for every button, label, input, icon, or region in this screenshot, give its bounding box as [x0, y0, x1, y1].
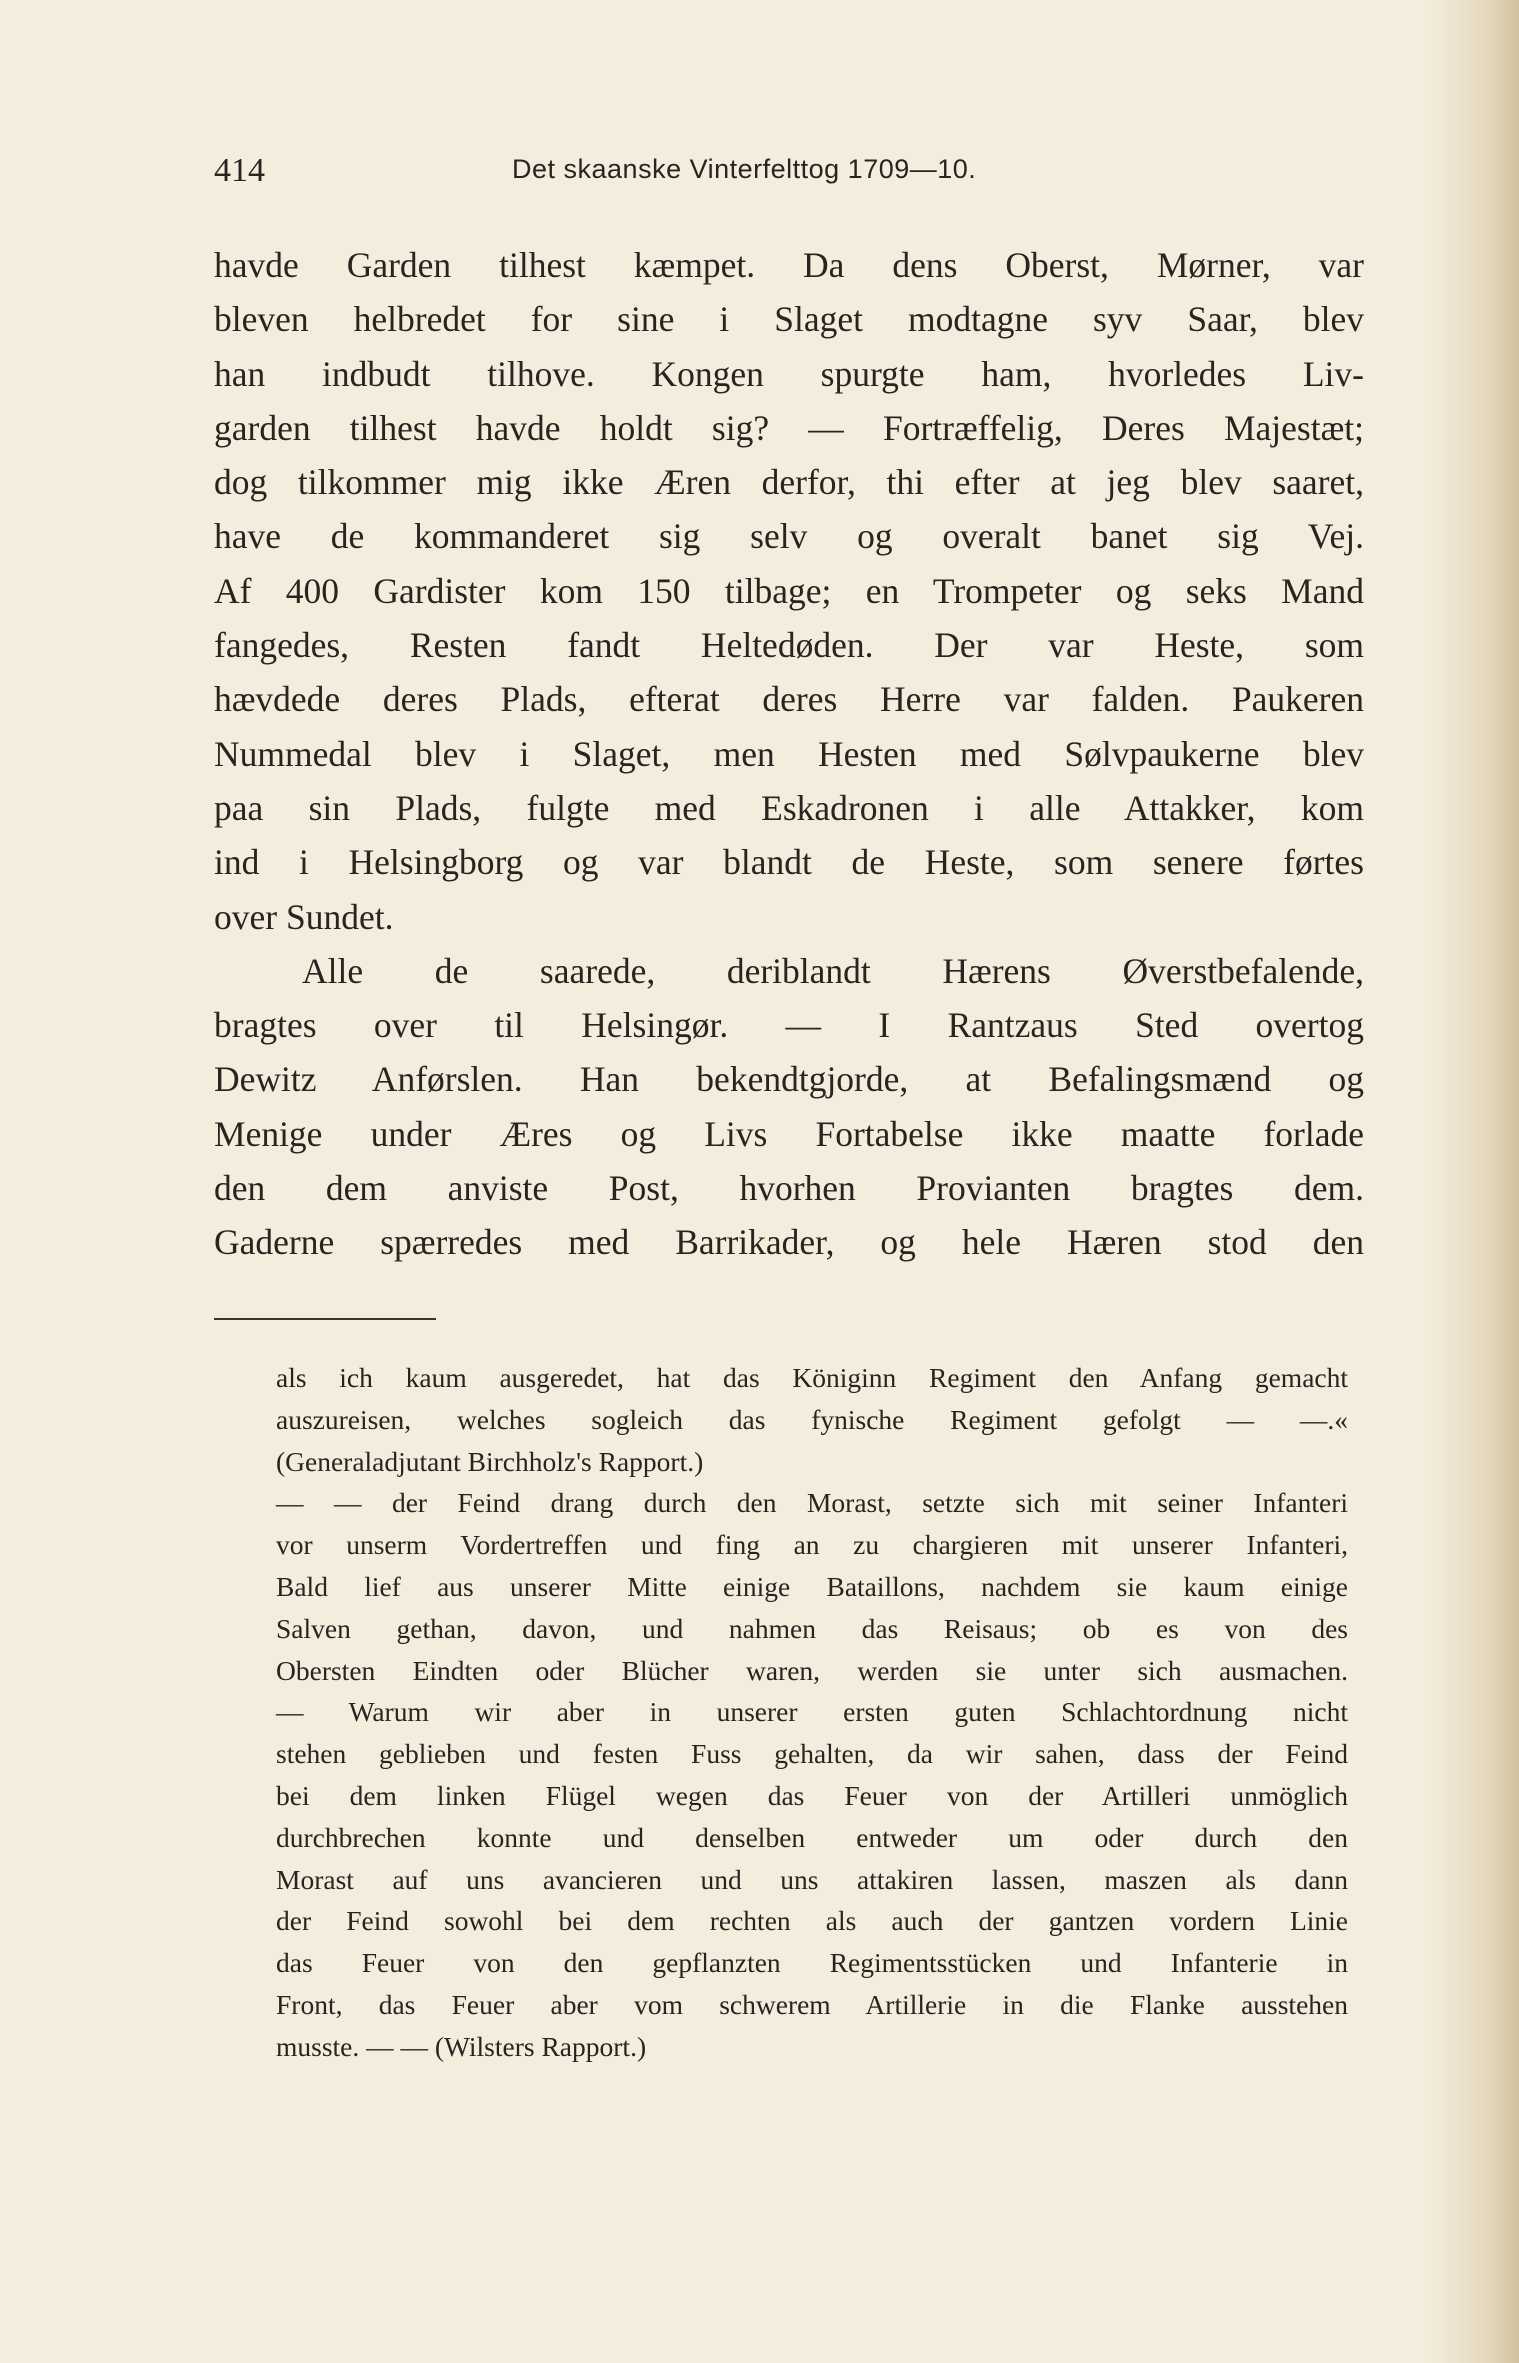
- footnote-separator: [214, 1318, 436, 1320]
- body-line: hævdede deres Plads, efterat deres Herre var falden. Paukeren: [214, 679, 1364, 720]
- body-line: Af 400 Gardister kom 150 tilbage; en Trompeter og seks Mand: [214, 570, 1364, 611]
- body-line: dog tilkommer mig ikke Æren derfor, thi efter at jeg blev saaret,: [214, 462, 1364, 503]
- body-line: fangedes, Resten fandt Heltedøden. Der var Heste, som: [214, 625, 1364, 666]
- body-line: havde Garden tilhest kæmpet. Da dens Oberst, Mørner, var: [214, 245, 1364, 285]
- body-line: han indbudt tilhove. Kongen spurgte ham, hvorledes Liv-: [214, 353, 1364, 394]
- footnote-line: Bald lief aus unserer Mitte einige Bataillons, nachdem sie kaum einige: [276, 1570, 1348, 1602]
- page-header: [214, 148, 1094, 198]
- body-text: [214, 238, 1364, 1270]
- body-line: ind i Helsingborg og var blandt de Heste, som senere førtes: [214, 842, 1364, 883]
- footnote-line: das Feuer von den gepflanzten Regimentsstücken und Infanterie in: [276, 1947, 1348, 1979]
- footnote-line: stehen geblieben und festen Fuss gehalten, da wir sahen, dass der Feind: [276, 1738, 1348, 1770]
- body-line: have de kommanderet sig selv og overalt banet sig Vej.: [214, 516, 1364, 557]
- footnote-line: durchbrechen konnte und denselben entweder um oder durch den: [276, 1821, 1348, 1853]
- footnote-line: Front, das Feuer aber vom schwerem Artillerie in die Flanke ausstehen: [276, 1988, 1348, 2020]
- body-line: Nummedal blev i Slaget, men Hesten med Sølvpaukerne blev: [214, 733, 1364, 774]
- footnote-line: — Warum wir aber in unserer ersten guten Schlachtordnung nicht: [276, 1696, 1348, 1728]
- body-line: den dem anviste Post, hvorhen Provianten bragtes dem.: [214, 1168, 1364, 1209]
- page-number: 414: [214, 152, 265, 189]
- page-edge-shadow: [1429, 0, 1519, 2363]
- footnote-line: auszureisen, welches sogleich das fynische Regiment gefolgt — —.«: [276, 1403, 1348, 1435]
- footnote: [276, 1357, 1348, 2068]
- body-line: paa sin Plads, fulgte med Eskadronen i alle Attakker, kom: [214, 787, 1364, 828]
- footnote-line: vor unserm Vordertreffen und fing an zu chargieren mit unserer Infanteri,: [276, 1529, 1348, 1561]
- footnote-line: Salven gethan, davon, und nahmen das Reisaus; ob es von des: [276, 1612, 1348, 1644]
- body-line: Gaderne spærredes med Barrikader, og hele Hæren stod den: [214, 1222, 1364, 1263]
- running-head: Det skaanske Vinterfelttog 1709—10.: [512, 154, 977, 184]
- footnote-line: musste. — — (Wilsters Rapport.): [276, 2030, 647, 2062]
- body-line: bragtes over til Helsingør. — I Rantzaus Sted overtog: [214, 1005, 1364, 1046]
- body-line: Menige under Æres og Livs Fortabelse ikke maatte forlade: [214, 1113, 1364, 1154]
- footnote-line: bei dem linken Flügel wegen das Feuer von der Artilleri unmöglich: [276, 1779, 1348, 1811]
- footnote-line: Morast auf uns avancieren und uns attakiren lassen, maszen als dann: [276, 1863, 1348, 1895]
- footnote-line: der Feind sowohl bei dem rechten als auch der gantzen vordern Linie: [276, 1905, 1348, 1937]
- footnote-line: — — der Feind drang durch den Morast, setzte sich mit seiner Infanteri: [276, 1487, 1348, 1519]
- body-line: bleven helbredet for sine i Slaget modtagne syv Saar, blev: [214, 299, 1364, 340]
- body-line: Dewitz Anførslen. Han bekendtgjorde, at Befalingsmænd og: [214, 1059, 1364, 1100]
- footnote-line: (Generaladjutant Birchholz's Rapport.): [276, 1445, 704, 1477]
- body-line: garden tilhest havde holdt sig? — Fortræffelig, Deres Majestæt;: [214, 407, 1364, 448]
- footnote-line: Obersten Eindten oder Blücher waren, werden sie unter sich ausmachen.: [276, 1654, 1348, 1686]
- body-line: over Sundet.: [214, 896, 394, 937]
- body-line: Alle de saarede, deriblandt Hærens Øverstbefalende,: [302, 950, 1364, 991]
- footnote-line: als ich kaum ausgeredet, hat das Königinn Regiment den Anfang gemacht: [276, 1362, 1348, 1393]
